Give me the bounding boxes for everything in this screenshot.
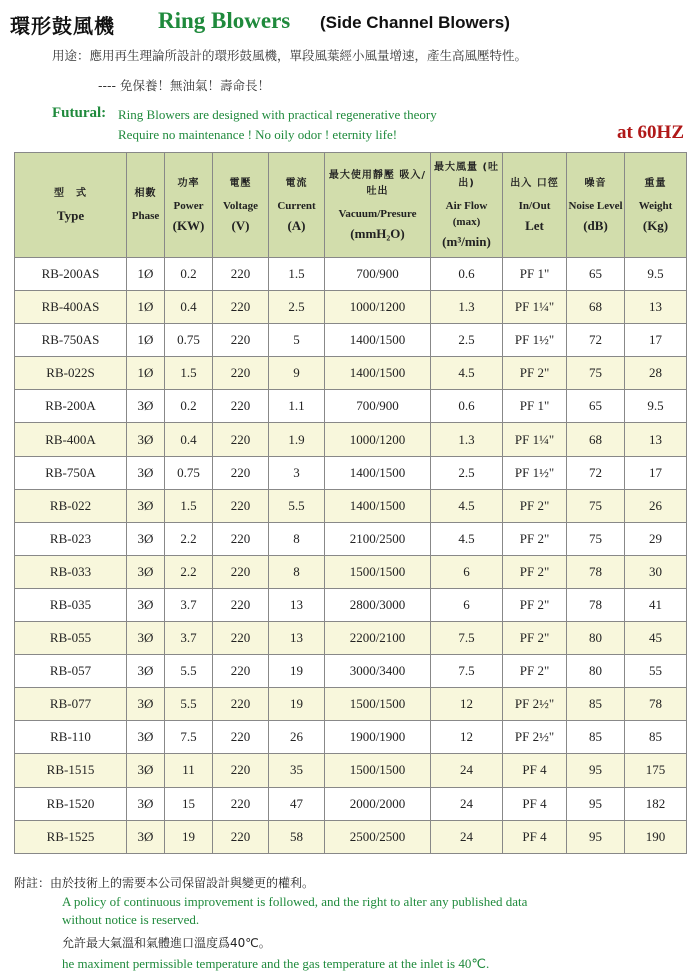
table-cell: 58 — [269, 820, 325, 853]
table-cell: 4.5 — [431, 489, 503, 522]
table-cell: 0.75 — [165, 456, 213, 489]
table-cell: 3Ø — [127, 787, 165, 820]
table-cell: 220 — [213, 555, 269, 588]
table-cell: 0.2 — [165, 390, 213, 423]
table-cell: PF 2" — [503, 655, 567, 688]
table-cell: 7.5 — [431, 655, 503, 688]
table-cell: PF 4 — [503, 754, 567, 787]
frequency-label: at 60HZ — [616, 122, 684, 143]
table-cell: PF 2½" — [503, 688, 567, 721]
table-row — [15, 489, 687, 522]
header-cell: 電壓 Voltage (V) — [213, 153, 269, 258]
table-cell: RB-750A — [15, 456, 127, 489]
table-cell: 220 — [213, 357, 269, 390]
table-cell: 220 — [213, 390, 269, 423]
table-cell: 220 — [213, 754, 269, 787]
table-cell: 19 — [165, 820, 213, 853]
table-cell: 2200/2100 — [325, 622, 431, 655]
table-cell: 220 — [213, 622, 269, 655]
table-cell: 1500/1500 — [325, 688, 431, 721]
table-cell: 75 — [567, 522, 625, 555]
table-cell: 1Ø — [127, 258, 165, 291]
table-cell: 41 — [625, 588, 687, 621]
page-header — [10, 6, 690, 40]
table-row — [15, 820, 687, 853]
table-cell: 5.5 — [165, 655, 213, 688]
header-cell: 重量 Weight (Kg) — [625, 153, 687, 258]
table-cell: 15 — [165, 787, 213, 820]
table-cell: RB-200A — [15, 390, 127, 423]
table-cell: 11 — [165, 754, 213, 787]
table-cell: 75 — [567, 489, 625, 522]
header-cell: 最大使用靜壓 吸入/吐出 Vacuum/Presure (mmH₂O) — [325, 153, 431, 258]
table-cell: RB-022 — [15, 489, 127, 522]
table-cell: RB-057 — [15, 655, 127, 688]
table-row — [15, 522, 687, 555]
title-subtitle: (Side Channel Blowers) — [320, 13, 510, 32]
table-cell: 78 — [567, 555, 625, 588]
note-chinese-1: 附註：由於技術上的需要本公司保留設計與變更的權利。 — [14, 876, 315, 890]
table-cell: PF 2½" — [503, 721, 567, 754]
table-cell: 2100/2500 — [325, 522, 431, 555]
table-cell: 1000/1200 — [325, 423, 431, 456]
table-cell: 3Ø — [127, 588, 165, 621]
table-cell: 13 — [269, 588, 325, 621]
table-cell: 220 — [213, 291, 269, 324]
table-cell: 190 — [625, 820, 687, 853]
slogan-text: ---- 免保養！無油氣！壽命長！ — [98, 78, 271, 93]
table-cell: 30 — [625, 555, 687, 588]
table-cell: PF 1½" — [503, 324, 567, 357]
table-cell: PF 2" — [503, 588, 567, 621]
table-cell: 1.3 — [431, 291, 503, 324]
table-cell: 3Ø — [127, 522, 165, 555]
table-cell: 3Ø — [127, 655, 165, 688]
table-cell: 45 — [625, 622, 687, 655]
table-row — [15, 787, 687, 820]
table-cell: 0.2 — [165, 258, 213, 291]
table-cell: 85 — [567, 721, 625, 754]
table-cell: 1000/1200 — [325, 291, 431, 324]
table-cell: 3 — [269, 456, 325, 489]
table-cell: PF 4 — [503, 787, 567, 820]
table-cell: 3Ø — [127, 489, 165, 522]
note-english-2: without notice is reserved. — [62, 912, 200, 927]
futural-line-2: Require no maintenance ! No oily odor ! eternity life! — [118, 127, 398, 142]
note-chinese-2: 允許最大氣溫和氣體進口溫度爲40℃。 — [62, 936, 271, 950]
table-cell: 5.5 — [165, 688, 213, 721]
table-cell: 6 — [431, 555, 503, 588]
table-cell: PF 1" — [503, 390, 567, 423]
table-row — [15, 423, 687, 456]
table-row — [15, 754, 687, 787]
title-chinese: 環形鼓風機 — [10, 14, 115, 38]
table-row — [15, 324, 687, 357]
table-cell: 220 — [213, 820, 269, 853]
table-cell: 8 — [269, 522, 325, 555]
header-cell: 功率 Power (KW) — [165, 153, 213, 258]
table-cell: 1.3 — [431, 423, 503, 456]
table-cell: PF 2" — [503, 555, 567, 588]
table-cell: 17 — [625, 324, 687, 357]
table-header-row — [15, 153, 687, 258]
table-cell: 0.75 — [165, 324, 213, 357]
table-cell: 68 — [567, 423, 625, 456]
table-cell: 2500/2500 — [325, 820, 431, 853]
table-cell: 220 — [213, 688, 269, 721]
table-cell: 75 — [567, 357, 625, 390]
table-cell: 12 — [431, 688, 503, 721]
table-cell: 182 — [625, 787, 687, 820]
table-cell: 95 — [567, 787, 625, 820]
table-cell: 220 — [213, 522, 269, 555]
table-cell: 19 — [269, 688, 325, 721]
table-cell: 19 — [269, 655, 325, 688]
table-cell: 0.6 — [431, 258, 503, 291]
table-cell: 95 — [567, 820, 625, 853]
table-row — [15, 721, 687, 754]
table-cell: 17 — [625, 456, 687, 489]
table-cell: 2000/2000 — [325, 787, 431, 820]
table-cell: 24 — [431, 787, 503, 820]
header-cell: 電流 Current (A) — [269, 153, 325, 258]
table-cell: 7.5 — [431, 622, 503, 655]
table-cell: 1400/1500 — [325, 324, 431, 357]
table-cell: 2.5 — [269, 291, 325, 324]
table-cell: 9.5 — [625, 258, 687, 291]
table-cell: 3000/3400 — [325, 655, 431, 688]
table-cell: RB-750AS — [15, 324, 127, 357]
table-row — [15, 588, 687, 621]
header-cell: 型 式 Type — [15, 153, 127, 258]
note-english-1: A policy of continuous improvement is followed, and the right to alter any published data — [62, 894, 528, 909]
table-cell: 0.6 — [431, 390, 503, 423]
table-cell: 2.2 — [165, 555, 213, 588]
table-cell: 6 — [431, 588, 503, 621]
table-cell: 700/900 — [325, 390, 431, 423]
table-cell: 1.9 — [269, 423, 325, 456]
table-cell: 1Ø — [127, 291, 165, 324]
table-cell: 13 — [625, 423, 687, 456]
table-cell: 3Ø — [127, 555, 165, 588]
table-cell: 2.5 — [431, 324, 503, 357]
table-row — [15, 688, 687, 721]
table-cell: 26 — [269, 721, 325, 754]
table-cell: RB-400AS — [15, 291, 127, 324]
table-cell: RB-023 — [15, 522, 127, 555]
table-cell: 24 — [431, 820, 503, 853]
table-cell: 4.5 — [431, 522, 503, 555]
table-cell: PF 4 — [503, 820, 567, 853]
table-cell: 700/900 — [325, 258, 431, 291]
table-cell: 1.1 — [269, 390, 325, 423]
table-cell: 3Ø — [127, 456, 165, 489]
table-cell: 1400/1500 — [325, 489, 431, 522]
table-cell: 85 — [625, 721, 687, 754]
table-row — [15, 258, 687, 291]
table-body — [15, 258, 687, 854]
table-cell: 2.5 — [431, 456, 503, 489]
table-cell: 1.5 — [269, 258, 325, 291]
header-cell: 相數 Phase — [127, 153, 165, 258]
table-cell: RB-1515 — [15, 754, 127, 787]
table-cell: 26 — [625, 489, 687, 522]
table-cell: 78 — [625, 688, 687, 721]
table-cell: 220 — [213, 787, 269, 820]
table-cell: 1Ø — [127, 357, 165, 390]
title-english: Ring Blowers — [158, 8, 291, 33]
usage-text: 用途：應用再生理論所設計的環形鼓風機，單段風葉經小風量增速，產生高風壓特性。 — [52, 48, 528, 63]
table-row — [15, 456, 687, 489]
table-cell: RB-200AS — [15, 258, 127, 291]
header-cell: 最大風量 (吐出) Air Flow (max) (m³/min) — [431, 153, 503, 258]
table-cell: 1900/1900 — [325, 721, 431, 754]
table-cell: RB-035 — [15, 588, 127, 621]
table-cell: 3Ø — [127, 423, 165, 456]
table-cell: 220 — [213, 588, 269, 621]
spec-table — [14, 152, 687, 854]
table-cell: RB-1525 — [15, 820, 127, 853]
table-cell: 1Ø — [127, 324, 165, 357]
futural-label: Futural: — [52, 105, 107, 121]
table-cell: 24 — [431, 754, 503, 787]
table-cell: 2800/3000 — [325, 588, 431, 621]
table-cell: RB-400A — [15, 423, 127, 456]
header-cell: 出入 口徑 In/Out Let — [503, 153, 567, 258]
table-cell: 1.5 — [165, 357, 213, 390]
table-cell: 220 — [213, 258, 269, 291]
table-cell: 3Ø — [127, 622, 165, 655]
table-cell: 12 — [431, 721, 503, 754]
table-cell: 55 — [625, 655, 687, 688]
table-cell: PF 2" — [503, 522, 567, 555]
table-cell: 220 — [213, 324, 269, 357]
table-cell: 85 — [567, 688, 625, 721]
table-cell: 29 — [625, 522, 687, 555]
table-cell: 13 — [625, 291, 687, 324]
table-cell: 1.5 — [165, 489, 213, 522]
table-cell: 80 — [567, 655, 625, 688]
table-cell: 47 — [269, 787, 325, 820]
note-english-3: he maximent permissible temperature and the gas temperature at the inlet is 40℃. — [62, 956, 490, 971]
table-cell: RB-033 — [15, 555, 127, 588]
table-cell: 220 — [213, 423, 269, 456]
table-row — [15, 555, 687, 588]
table-cell: 5.5 — [269, 489, 325, 522]
table-row — [15, 357, 687, 390]
header-cell: 噪音 Noise Level (dB) — [567, 153, 625, 258]
table-cell: 3Ø — [127, 390, 165, 423]
table-cell: 2.2 — [165, 522, 213, 555]
table-cell: RB-1520 — [15, 787, 127, 820]
table-row — [15, 655, 687, 688]
table-cell: 220 — [213, 456, 269, 489]
table-cell: PF 2" — [503, 622, 567, 655]
table-cell: 220 — [213, 655, 269, 688]
table-cell: 35 — [269, 754, 325, 787]
table-cell: 13 — [269, 622, 325, 655]
table-cell: 65 — [567, 258, 625, 291]
table-cell: 220 — [213, 721, 269, 754]
table-cell: 0.4 — [165, 423, 213, 456]
table-row — [15, 291, 687, 324]
table-cell: 72 — [567, 456, 625, 489]
table-cell: 9 — [269, 357, 325, 390]
table-cell: 3.7 — [165, 588, 213, 621]
table-cell: RB-077 — [15, 688, 127, 721]
table-cell: RB-022S — [15, 357, 127, 390]
table-cell: 3Ø — [127, 688, 165, 721]
table-cell: 9.5 — [625, 390, 687, 423]
table-cell: RB-055 — [15, 622, 127, 655]
table-cell: 80 — [567, 622, 625, 655]
table-cell: 95 — [567, 754, 625, 787]
table-cell: PF 1" — [503, 258, 567, 291]
table-cell: 65 — [567, 390, 625, 423]
table-cell: 78 — [567, 588, 625, 621]
table-cell: PF 2" — [503, 357, 567, 390]
table-cell: RB-110 — [15, 721, 127, 754]
table-cell: 8 — [269, 555, 325, 588]
table-cell: PF 1¼" — [503, 423, 567, 456]
table-cell: 4.5 — [431, 357, 503, 390]
table-cell: PF 2" — [503, 489, 567, 522]
table-cell: 72 — [567, 324, 625, 357]
table-row — [15, 390, 687, 423]
table-cell: 3Ø — [127, 754, 165, 787]
table-cell: 175 — [625, 754, 687, 787]
table-cell: 68 — [567, 291, 625, 324]
table-cell: 28 — [625, 357, 687, 390]
table-row — [15, 622, 687, 655]
futural-line-1: Ring Blowers are designed with practical regenerative theory — [118, 107, 437, 122]
table-cell: 0.4 — [165, 291, 213, 324]
table-cell: 1400/1500 — [325, 357, 431, 390]
table-cell: 3.7 — [165, 622, 213, 655]
table-cell: 1500/1500 — [325, 555, 431, 588]
table-cell: 1400/1500 — [325, 456, 431, 489]
table-cell: PF 1¼" — [503, 291, 567, 324]
table-cell: PF 1½" — [503, 456, 567, 489]
table-cell: 7.5 — [165, 721, 213, 754]
table-cell: 3Ø — [127, 820, 165, 853]
table-cell: 1500/1500 — [325, 754, 431, 787]
table-cell: 220 — [213, 489, 269, 522]
table-cell: 3Ø — [127, 721, 165, 754]
table-cell: 5 — [269, 324, 325, 357]
